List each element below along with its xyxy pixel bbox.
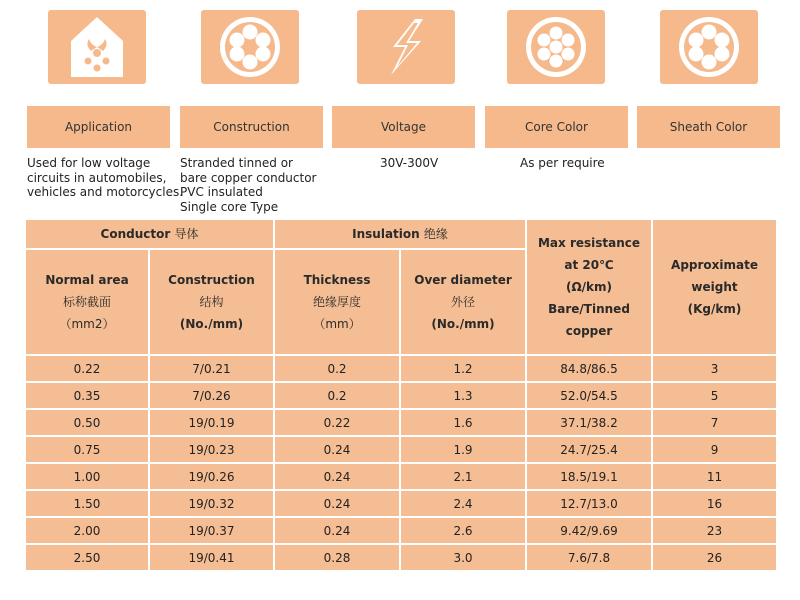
over-diameter-cell: 2.4 [400, 490, 526, 517]
weight-cell: 16 [652, 490, 777, 517]
description-line: 30V-300V [380, 156, 439, 170]
weight-cell: 3 [652, 355, 777, 382]
description-line: PVC insulated [180, 185, 263, 199]
core-color-label: Core Color [485, 106, 628, 148]
core-cross-section-icon [525, 16, 587, 78]
description-line: circuits in automobiles, [27, 170, 167, 185]
construction-cell: 7/0.26 [149, 382, 274, 409]
over-diameter-cell: 1.9 [400, 436, 526, 463]
thickness-cell: 0.22 [274, 409, 400, 436]
house-icon [67, 15, 127, 79]
weight-cell: 9 [652, 436, 777, 463]
construction-cell: 19/0.23 [149, 436, 274, 463]
stranded-conductor-icon [219, 16, 281, 78]
max-resistance-cell: 9.42/9.69 [526, 517, 652, 544]
table-row [25, 490, 777, 517]
sheath-color-label: Sheath Color [637, 106, 780, 148]
construction-cell: 19/0.19 [149, 409, 274, 436]
voltage-description [380, 156, 438, 171]
thickness-cell: 0.24 [274, 490, 400, 517]
thickness-header: Thickness 绝缘厚度 （mm） [274, 249, 400, 355]
core-color-icon-tile [507, 10, 605, 84]
table-row [25, 463, 777, 490]
max-resistance-cell: 18.5/19.1 [526, 463, 652, 490]
table-row [25, 409, 777, 436]
max-resistance-cell: 12.7/13.0 [526, 490, 652, 517]
description-line: As per require [520, 156, 605, 170]
specification-table [24, 218, 778, 572]
table-row [25, 436, 777, 463]
thickness-cell: 0.2 [274, 355, 400, 382]
description-line: Single core Type [180, 199, 279, 214]
core-color-description [520, 156, 605, 171]
max-resistance-cell: 84.8/86.5 [526, 355, 652, 382]
insulation-group-header: Insulation 绝缘 [274, 219, 526, 249]
construction-cell: 19/0.26 [149, 463, 274, 490]
max-resistance-cell: 24.7/25.4 [526, 436, 652, 463]
weight-cell: 7 [652, 409, 777, 436]
table-row [25, 544, 777, 571]
max-resistance-cell: 52.0/54.5 [526, 382, 652, 409]
over-diameter-header: Over diameter 外径 (No./mm) [400, 249, 526, 355]
normal-area-header: Normal area 标称截面 （mm2） [25, 249, 149, 355]
sheath-color-icon-tile [660, 10, 758, 84]
voltage-label: Voltage [332, 106, 475, 148]
normal-area-cell: 1.00 [25, 463, 149, 490]
weight-cell: 5 [652, 382, 777, 409]
over-diameter-cell: 3.0 [400, 544, 526, 571]
conductor-group-header: Conductor 导体 [25, 219, 274, 249]
lightning-icon [381, 17, 431, 77]
thickness-cell: 0.24 [274, 436, 400, 463]
normal-area-cell: 1.50 [25, 490, 149, 517]
normal-area-cell: 0.75 [25, 436, 149, 463]
construction-cell: 7/0.21 [149, 355, 274, 382]
over-diameter-cell: 1.3 [400, 382, 526, 409]
description-line: Used for low voltage [27, 156, 151, 170]
description-line: Stranded tinned or [180, 156, 293, 170]
max-resistance-cell: 37.1/38.2 [526, 409, 652, 436]
max-resistance-header: Max resistance at 20℃ (Ω/km) Bare/Tinned copper [526, 219, 652, 355]
construction-header: Construction 结构 (No./mm) [149, 249, 274, 355]
table-row [25, 382, 777, 409]
construction-cell: 19/0.32 [149, 490, 274, 517]
voltage-icon-tile [357, 10, 455, 84]
weight-cell: 26 [652, 544, 777, 571]
normal-area-cell: 0.22 [25, 355, 149, 382]
construction-label: Construction [180, 106, 323, 148]
normal-area-cell: 0.35 [25, 382, 149, 409]
application-description [27, 156, 183, 200]
thickness-cell: 0.28 [274, 544, 400, 571]
application-icon-tile [48, 10, 146, 84]
thickness-cell: 0.24 [274, 463, 400, 490]
weight-cell: 11 [652, 463, 777, 490]
thickness-cell: 0.2 [274, 382, 400, 409]
table-row [25, 517, 777, 544]
table-row [25, 355, 777, 382]
construction-cell: 19/0.41 [149, 544, 274, 571]
over-diameter-cell: 2.1 [400, 463, 526, 490]
thickness-cell: 0.24 [274, 517, 400, 544]
construction-description [180, 156, 317, 214]
description-line: bare copper conductor [180, 170, 317, 185]
weight-cell: 23 [652, 517, 777, 544]
normal-area-cell: 2.00 [25, 517, 149, 544]
description-line: vehicles and motorcycles. [27, 185, 184, 199]
over-diameter-cell: 2.6 [400, 517, 526, 544]
sheath-cross-section-icon [678, 16, 740, 78]
max-resistance-cell: 7.6/7.8 [526, 544, 652, 571]
normal-area-cell: 0.50 [25, 409, 149, 436]
application-label: Application [27, 106, 170, 148]
construction-cell: 19/0.37 [149, 517, 274, 544]
normal-area-cell: 2.50 [25, 544, 149, 571]
over-diameter-cell: 1.2 [400, 355, 526, 382]
construction-icon-tile [201, 10, 299, 84]
over-diameter-cell: 1.6 [400, 409, 526, 436]
approximate-weight-header: Approximate weight (Kg/km) [652, 219, 777, 355]
